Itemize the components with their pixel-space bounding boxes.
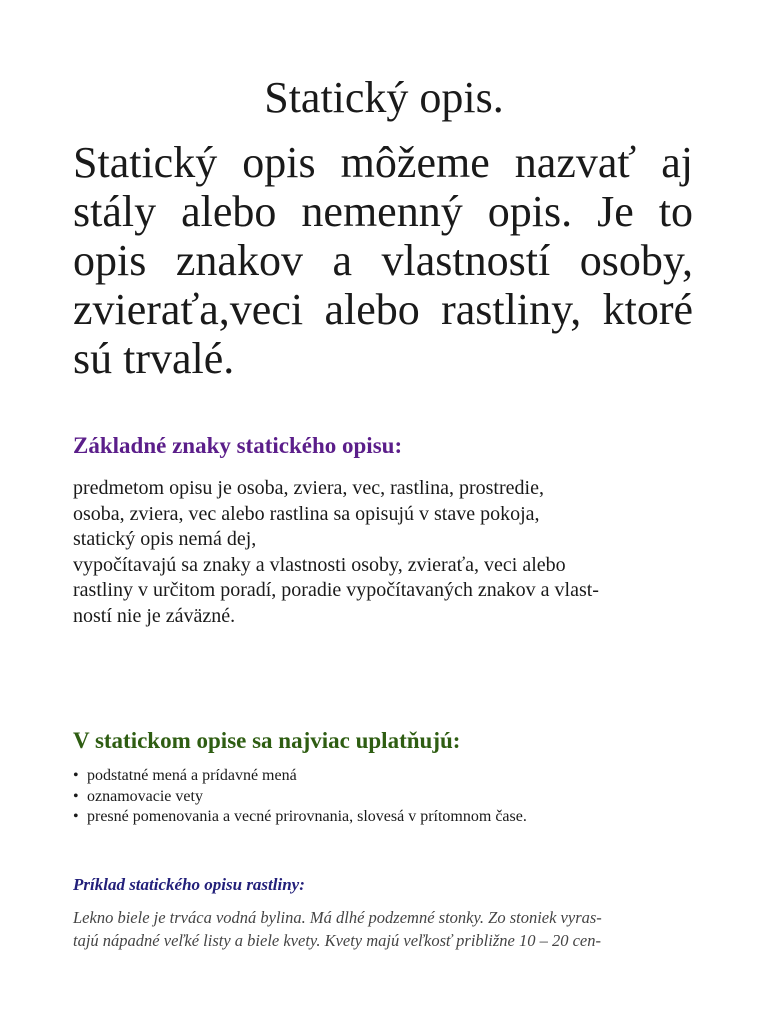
example-paragraph [73,906,693,952]
list-item-text: presné pomenovania a vecné prirovnania, slovesá v prítomnom čase. [87,808,527,825]
paragraph-line: statický opis nemá dej, [73,528,257,550]
paragraph-line: rastliny v určitom poradí, poradie vypočítavaných znakov a vlast- [73,579,599,601]
example-line: tajú nápadné veľké listy a biele kvety. Kvety majú veľkosť približne 10 – 20 cen- [73,931,601,950]
paragraph-line: ností nie je záväzné. [73,604,236,627]
section-heading-basic-features: Základné znaky statického opisu: [73,433,403,458]
paragraph-line: predmetom opisu je osoba, zviera, vec, rastlina, prostredie, [73,477,544,499]
usage-bullet-list [73,766,713,828]
bullet-icon: • [73,767,79,784]
section-heading-example: Príklad statického opisu rastliny: [73,875,305,894]
list-item [73,766,713,787]
example-line: Lekno biele je trváca vodná bylina. Má dlhé podzemné stonky. Zo stoniek vyras- [73,908,602,927]
section-heading-usage: V statickom opise sa najviac uplatňujú: [73,728,461,753]
bullet-icon: • [73,808,79,825]
bullet-icon: • [73,787,79,805]
list-item-text: podstatné mená a prídavné mená [87,767,297,784]
list-item [73,787,713,808]
list-item-text: oznamovacie vety [87,787,203,805]
paragraph-line: vypočítavajú sa znaky a vlastnosti osoby, zvieraťa, veci alebo [73,553,566,576]
paragraph-line: osoba, zviera, vec alebo rastlina sa opisujú v stave pokoja, [73,502,540,525]
page-title: Statický opis. [264,73,504,122]
basic-features-paragraph [73,476,693,629]
lead-paragraph: Statický opis môžeme nazvať aj stály alebo nemenný opis. Je to opis znakov a vlastností osoby, zvieraťa,veci alebo rastliny, ktoré sú trvalé. [73,138,693,383]
list-item [73,807,713,828]
